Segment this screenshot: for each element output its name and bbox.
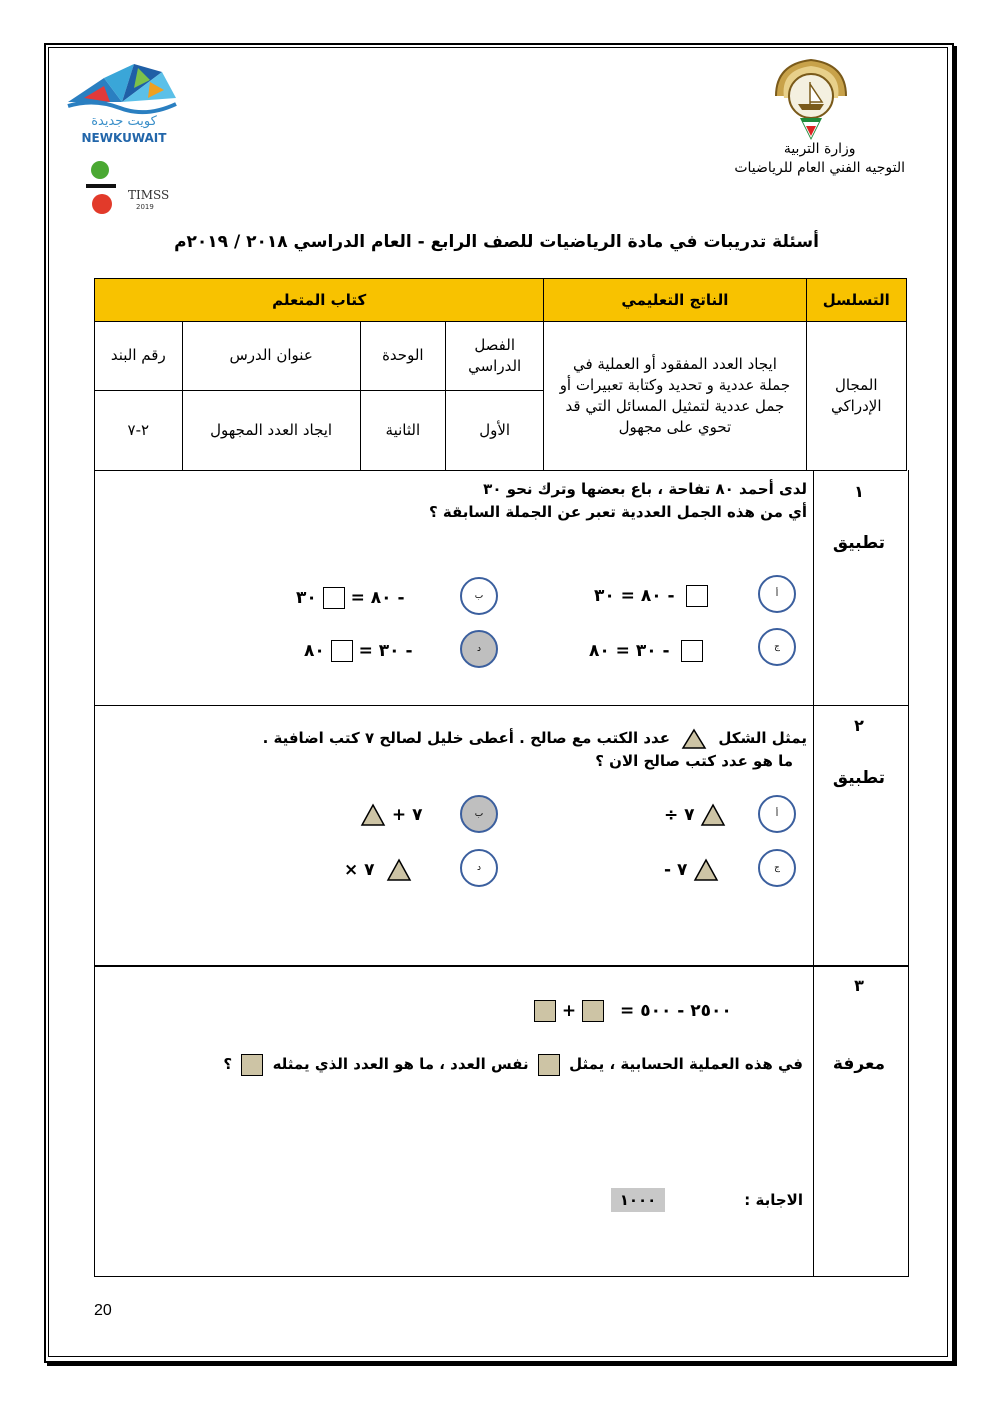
q2-line2: ما هو عدد كتب صالح الان ؟	[595, 752, 793, 770]
q1-option-b-result: ٨٠ =	[344, 588, 392, 608]
semester-header: الفصل الدراسي	[446, 322, 544, 390]
q1-option-d[interactable]: د	[460, 630, 498, 668]
q2-option-d-expression	[344, 858, 412, 882]
q3-text	[223, 1053, 803, 1076]
q2-line1-start: يمثل الشكل	[718, 729, 807, 747]
header-outcome: الناتج التعليمي	[544, 279, 806, 322]
q2-option-d-op: × ٧	[344, 860, 375, 880]
q3-line-a: في هذه العملية الحسابية ، يمثل	[569, 1055, 803, 1073]
ministry-name: وزارة التربية	[783, 141, 856, 157]
q1-option-a-expression: ٨٠ = ٣٠ -	[594, 586, 675, 606]
unknown-box	[686, 585, 708, 607]
timss-logo	[80, 156, 124, 218]
header-book: كتاب المتعلم	[95, 279, 544, 322]
logo-text-ar: كويت جديدة	[91, 114, 157, 129]
q2-type: تطبيق	[832, 768, 886, 788]
unknown-box	[323, 587, 345, 609]
header-sequence: التسلسل	[806, 279, 906, 322]
logo-text-en: NEWKUWAIT	[81, 131, 167, 145]
q3-number: ٣	[854, 976, 864, 995]
q1-option-b-equation	[296, 587, 405, 609]
timss-year: 2019	[136, 203, 154, 211]
unknown-box	[331, 640, 353, 662]
timss-label: TIMSS	[128, 188, 170, 202]
q3-qmark: ؟	[223, 1055, 233, 1073]
q3-line-b: نفس العدد ، ما هو العدد الذي يمثله	[272, 1055, 529, 1073]
triangle-icon	[700, 803, 726, 827]
page-number: 20	[94, 1302, 112, 1319]
q1-number: ١	[854, 482, 864, 501]
q2-option-c-op: - ٧	[664, 860, 688, 880]
q2-option-a[interactable]: أ	[758, 795, 796, 833]
q2-text	[263, 727, 807, 773]
q1-text	[429, 478, 807, 524]
q3-type: معرفة	[832, 1054, 886, 1074]
q2-line1-end: عدد الكتب مع صالح . أعطى خليل لصالح ٧ كتب اضافية .	[262, 729, 670, 747]
q1-type: تطبيق	[832, 533, 886, 553]
q3-answer-label: الاجابة :	[744, 1191, 803, 1209]
shape-square	[582, 1000, 604, 1022]
q1-option-d-result: ٣٠ =	[352, 641, 400, 661]
q2-option-a-expression	[664, 803, 726, 827]
q2-option-c-expression	[664, 858, 719, 882]
q1-option-c-equation	[589, 640, 703, 662]
q2-option-d[interactable]: د	[460, 849, 498, 887]
q2-option-a-op: ÷ ٧	[664, 805, 695, 825]
q3-equation	[534, 1000, 732, 1022]
semester-value: الأول	[446, 390, 544, 470]
q2-option-c[interactable]: ج	[758, 849, 796, 887]
q1-option-b-number: ٣٠ -	[296, 588, 405, 608]
q1-line1: لدى أحمد ٨٠ تفاحة ، باع بعضها وترك نحو ٣٠	[483, 480, 807, 498]
lesson-info-table	[94, 278, 907, 471]
lesson-value: ايجاد العدد المجهول	[182, 390, 360, 470]
kuwait-emblem	[770, 56, 852, 142]
q1-option-d-number: ٨٠ -	[304, 641, 413, 661]
column-divider	[813, 966, 814, 1276]
triangle-icon	[693, 858, 719, 882]
page-title: أسئلة تدريبات في مادة الرياضيات للصف الرابع - العام الدراسي ٢٠١٨ / ٢٠١٩م	[174, 232, 819, 252]
q3-plus: +	[561, 1001, 577, 1021]
triangle-icon	[681, 728, 707, 750]
q1-option-a[interactable]: أ	[758, 575, 796, 613]
q1-option-d-equation	[304, 640, 413, 662]
learning-outcome: ايجاد العدد المفقود أو العملية في جملة عددية و تحديد وكتابة تعبيرات أو جمل عددية لتمثيل المسائل التي قد تحوي على مجهول	[544, 322, 806, 471]
q2-number: ٢	[854, 716, 864, 735]
shape-square	[534, 1000, 556, 1022]
q1-option-b[interactable]: ب	[460, 577, 498, 615]
item-value: ٢-٧	[95, 390, 183, 470]
triangle-icon	[360, 803, 386, 827]
q1-option-c[interactable]: ج	[758, 628, 796, 666]
unknown-box	[681, 640, 703, 662]
triangle-icon	[386, 858, 412, 882]
column-divider	[813, 470, 814, 705]
item-header: رقم البند	[95, 322, 183, 390]
unit-header: الوحدة	[360, 322, 445, 390]
q1-line2: أي من هذه الجمل العددية تعبر عن الجملة السابقة ؟	[428, 503, 807, 521]
q1-option-c-expression: ٣٠ = ٨٠ -	[589, 641, 670, 661]
column-divider	[813, 706, 814, 966]
shape-square	[241, 1054, 263, 1076]
question-3	[94, 965, 909, 1277]
lesson-header: عنوان الدرس	[182, 322, 360, 390]
q3-equation-left: ٢٥٠٠ - ٥٠٠ =	[620, 1001, 732, 1021]
q2-option-b-expression	[360, 803, 422, 827]
q2-option-b-op: + ٧	[391, 805, 423, 825]
q3-answer-value: ١٠٠٠	[611, 1188, 665, 1212]
q2-line1	[263, 727, 807, 750]
q2-option-b[interactable]: ب	[460, 795, 498, 833]
department-name: التوجيه الفني العام للرياضيات	[734, 160, 905, 176]
shape-square	[538, 1054, 560, 1076]
cognitive-domain: المجال الإدراكي	[806, 322, 906, 471]
unit-value: الثانية	[360, 390, 445, 470]
q1-option-a-equation	[594, 585, 708, 607]
ministry-heading	[734, 140, 905, 178]
